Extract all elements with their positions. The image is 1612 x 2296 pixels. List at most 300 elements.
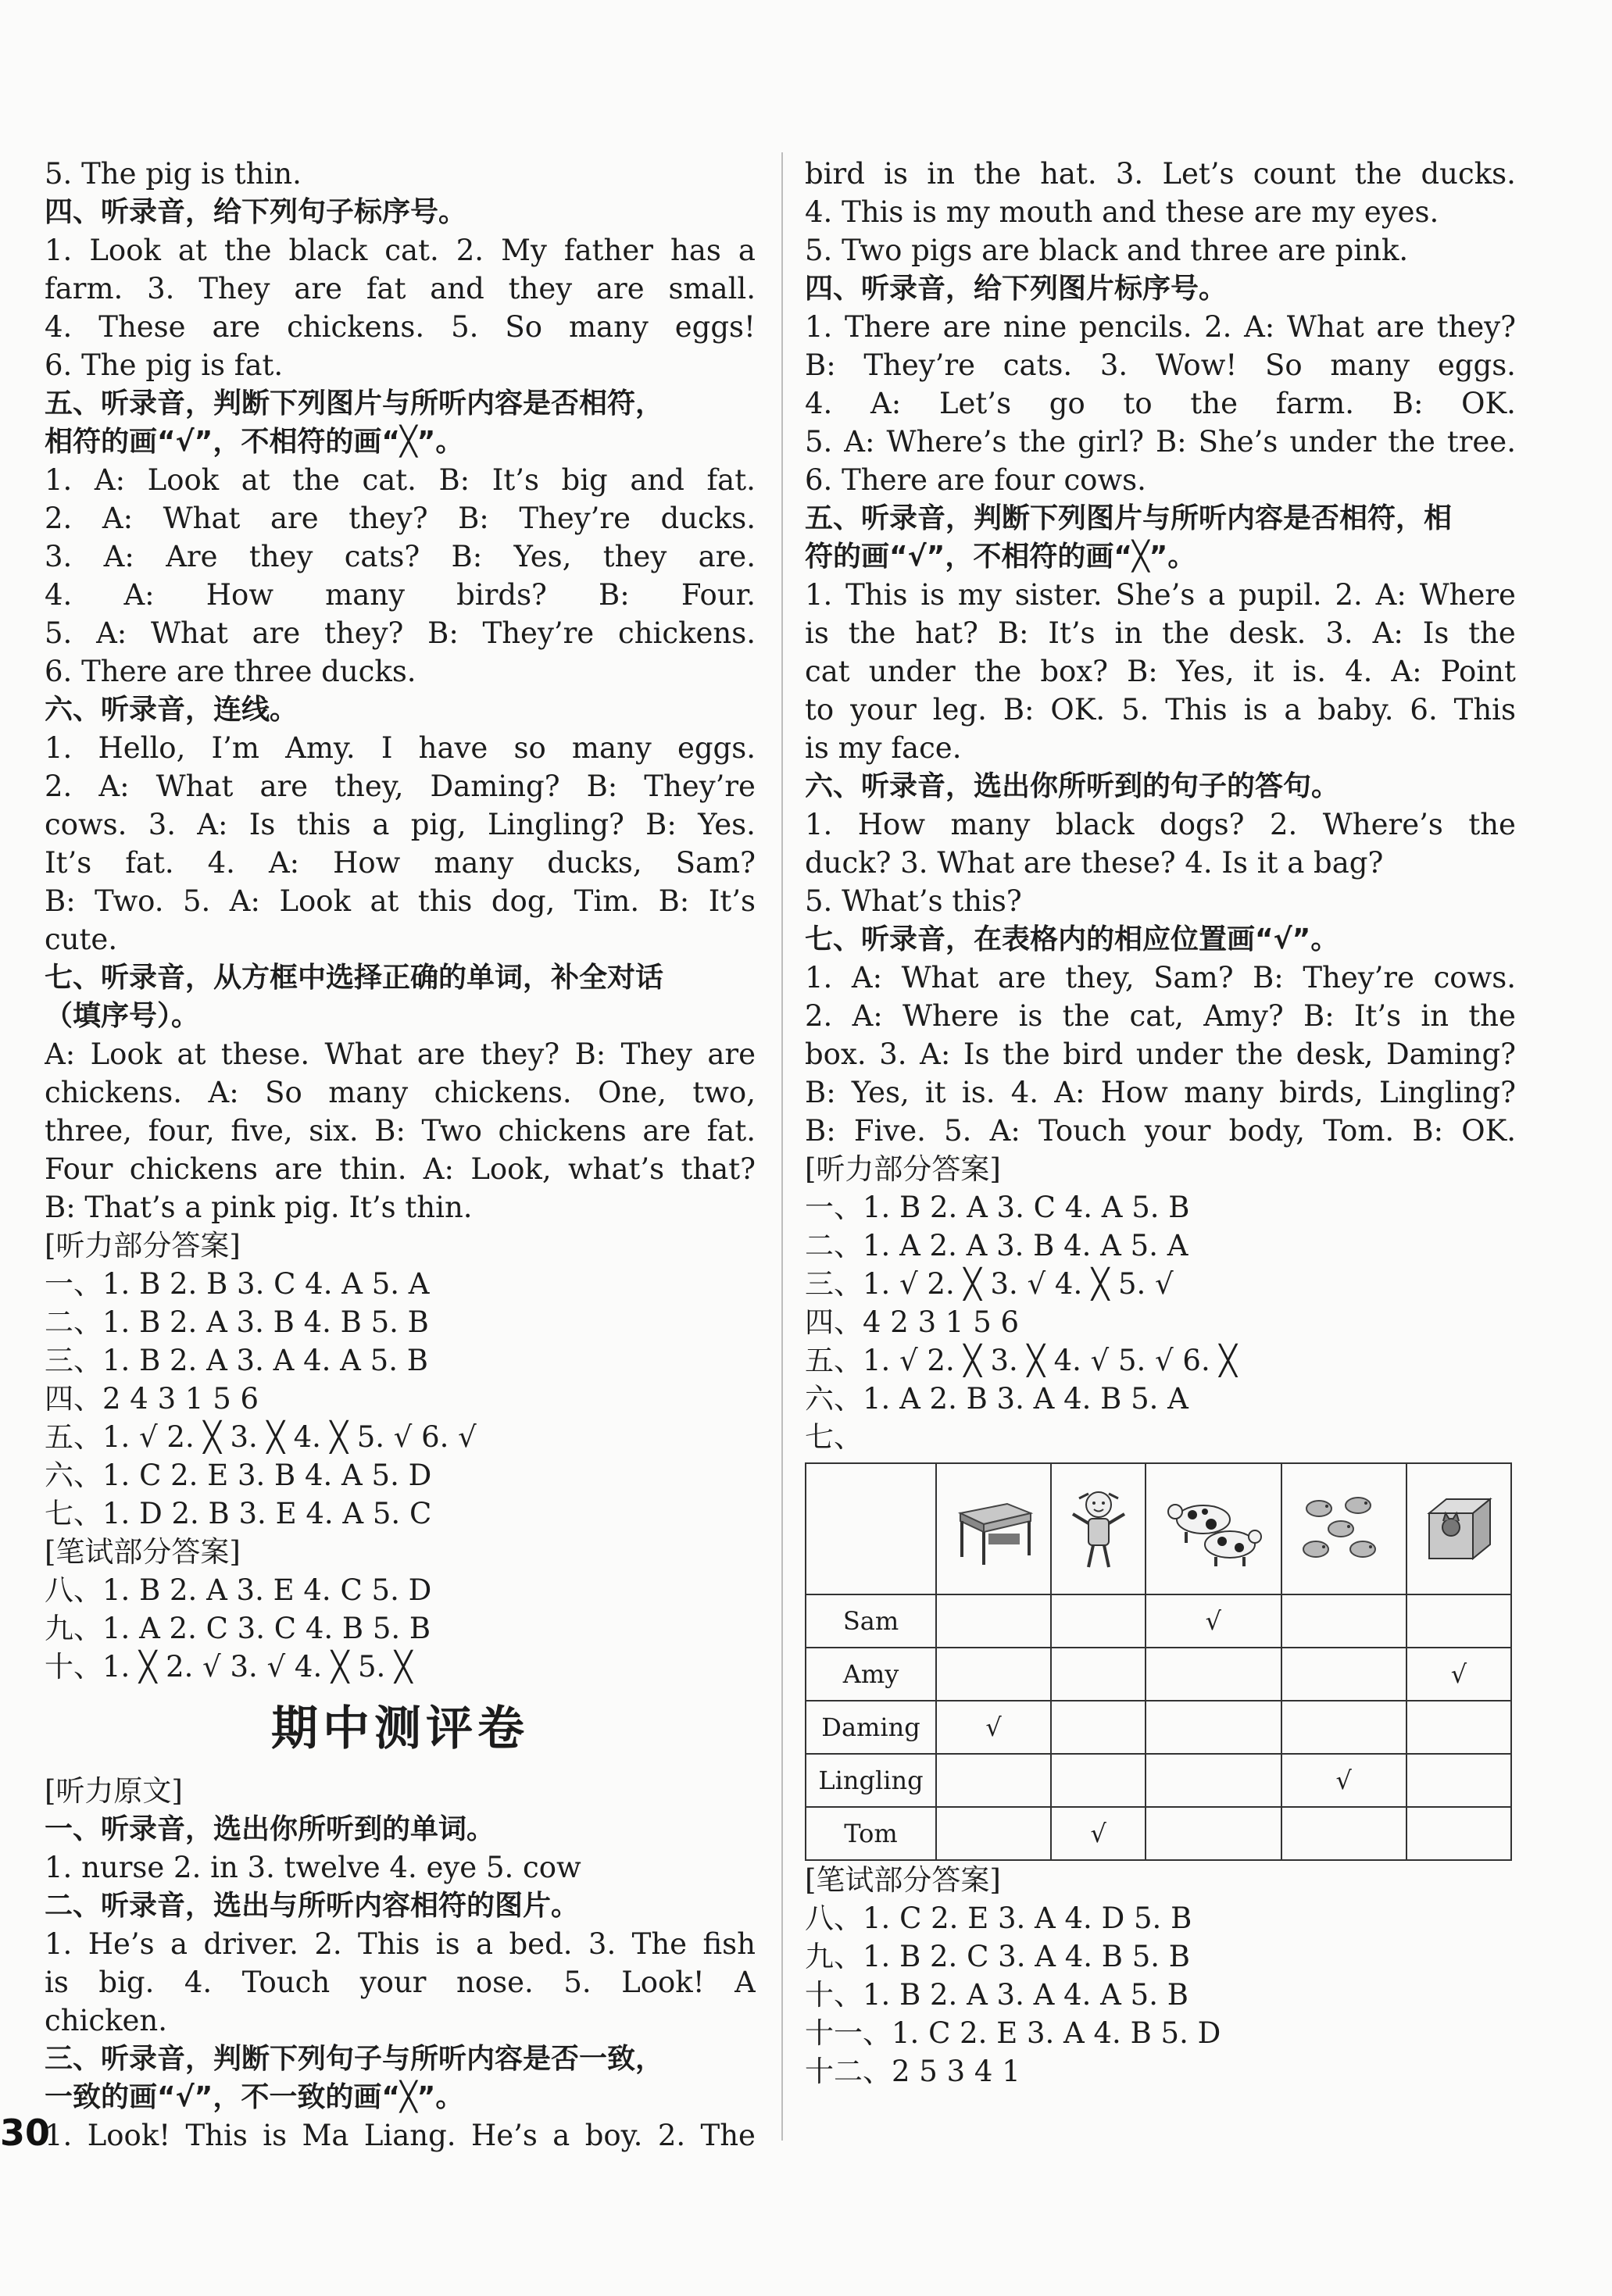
word: the (974, 655, 1022, 688)
word: are (270, 502, 319, 535)
word: 3. (588, 1927, 617, 1961)
word: How (206, 578, 273, 612)
word: B: (645, 808, 677, 841)
word: your (850, 693, 917, 727)
text-line: 十、1. ╳ 2. √ 3. √ 4. ╳ 5. ╳ (45, 1650, 413, 1684)
word: girl? (1078, 425, 1144, 459)
text-line: 6. There are four cows. (805, 463, 1146, 497)
word: the (1235, 1037, 1284, 1071)
word: B: (438, 463, 470, 497)
exam-title: 期中测评卷 (271, 1701, 529, 1756)
word: A: (103, 540, 134, 573)
word: 1. (805, 578, 833, 612)
text-line: cute. (45, 923, 118, 956)
word: A: (94, 463, 126, 497)
word: Look (279, 884, 351, 918)
word: 2. (805, 999, 833, 1033)
word: A: (45, 1037, 76, 1071)
word: many (1330, 348, 1410, 382)
text-line: chicken. (45, 2004, 168, 2037)
word: are (642, 1114, 691, 1148)
word: at (177, 234, 207, 267)
word: cat. (384, 234, 439, 267)
text-line: 九、1. B 2. C 3. A 4. B 5. B (805, 1940, 1190, 1973)
word: 4. (1010, 1076, 1038, 1109)
word: 4. (184, 1966, 213, 1999)
word: leg. (932, 693, 987, 727)
word: three, (45, 1114, 132, 1148)
text-line: 十、1. B 2. A 3. A 4. A 5. B (805, 1978, 1188, 2012)
word: hat? (915, 616, 978, 650)
table-row (806, 1648, 1511, 1701)
text-line: 五、1. √ 2. ╳ 3. ╳ 4. ╳ 5. √ 6. √ (45, 1420, 477, 1454)
word: six. (309, 1114, 359, 1148)
word: go (1049, 387, 1085, 420)
text-line (805, 423, 1516, 461)
text-line: 二、1. B 2. A 3. B 4. B 5. B (45, 1305, 429, 1339)
word: are (707, 1037, 756, 1071)
word: your (359, 1966, 427, 1999)
word: my (957, 578, 1002, 612)
word: Look (89, 234, 161, 267)
text-line: 一、1. B 2. A 3. C 4. A 5. B (805, 1191, 1190, 1224)
check-cell (1146, 1648, 1281, 1701)
check-cell: √ (936, 1701, 1051, 1754)
section-heading: 七、听录音，在表格内的相应位置画“√”。 (805, 923, 1339, 955)
word: It’s (708, 884, 756, 918)
word: two, (692, 1076, 756, 1109)
word: Five. (853, 1114, 926, 1148)
check-cell: √ (1146, 1594, 1281, 1648)
word: 5. (451, 310, 479, 344)
word: B: (1127, 655, 1158, 688)
text-line (805, 614, 1516, 652)
word: big (561, 463, 608, 497)
word: are (998, 961, 1046, 994)
word: They’re (519, 502, 631, 535)
word: chickens. (45, 1076, 183, 1109)
word: driver. (203, 1927, 298, 1961)
word: box? (1040, 655, 1109, 688)
word: Amy? (1203, 999, 1284, 1033)
word: they (248, 540, 313, 573)
word: the (1468, 616, 1516, 650)
word: four, (148, 1114, 215, 1148)
word: the (1468, 808, 1516, 841)
word: Look! (621, 1966, 705, 1999)
word: is. (1292, 655, 1327, 688)
word: What (324, 1037, 402, 1071)
check-cell (1051, 1594, 1146, 1648)
text-line (45, 882, 756, 920)
word: are (212, 310, 261, 344)
word: black (288, 234, 368, 267)
text-line: 八、1. B 2. A 3. E 4. C 5. D (45, 1573, 432, 1607)
word: This (1165, 693, 1228, 727)
word: fat. (706, 1114, 756, 1148)
word: fat. (125, 846, 174, 880)
word: 2. (45, 769, 73, 803)
check-cell (1051, 1648, 1146, 1701)
word: the (1468, 999, 1516, 1033)
word: B: (805, 1076, 836, 1109)
check-cell (936, 1594, 1051, 1648)
text-line (45, 1073, 756, 1112)
word: How (333, 846, 401, 880)
word: One, (598, 1076, 667, 1109)
word: and (430, 272, 484, 305)
word: Tom. (1323, 1114, 1395, 1148)
text-line (805, 576, 1516, 614)
word: chickens. (617, 616, 756, 650)
word: birds, (1279, 1076, 1364, 1109)
word: 1. (45, 2119, 73, 2152)
word: at (370, 884, 399, 918)
text-line (45, 767, 756, 805)
word: B: (586, 769, 618, 803)
word: they? (324, 616, 404, 650)
word: chickens (498, 1114, 627, 1148)
text-line (805, 997, 1516, 1035)
word: eggs! (674, 310, 756, 344)
word: Look (147, 463, 220, 497)
text-line: 五、1. √ 2. ╳ 3. ╳ 4. √ 5. √ 6. ╳ (805, 1344, 1237, 1377)
word: A: (989, 1114, 1020, 1148)
text-line: 5. What’s this? (805, 884, 1022, 918)
check-cell (1406, 1594, 1511, 1648)
word: The (631, 1927, 688, 1961)
word: they? (480, 1037, 560, 1071)
word: B: (1412, 1114, 1444, 1148)
word: OK. (1461, 1114, 1516, 1148)
text-line: 三、1. √ 2. ╳ 3. √ 4. ╳ 5. √ (805, 1267, 1174, 1301)
word: fat. (706, 463, 756, 497)
word: Four (45, 1152, 113, 1186)
check-cell: √ (1281, 1754, 1406, 1807)
word: cats. (1003, 348, 1073, 382)
section-heading: 一致的画“√”，不一致的画“╳”。 (45, 2081, 464, 2113)
text-line: 二、1. A 2. A 3. B 4. A 5. A (805, 1229, 1188, 1262)
word: 5. (563, 1966, 592, 1999)
word: This (845, 578, 908, 612)
text-line (805, 1035, 1516, 1073)
text-line: 七、1. D 2. B 3. E 4. A 5. C (45, 1497, 432, 1530)
word: He’s (88, 1927, 155, 1961)
word: Two (421, 1114, 482, 1148)
word: Where’s (1322, 808, 1443, 841)
word: that? (681, 1152, 756, 1186)
word: what’s (567, 1152, 665, 1186)
text-line (45, 576, 756, 614)
text-line: 四、4 2 3 1 5 6 (805, 1305, 1020, 1339)
word: Touch (241, 1966, 331, 1999)
word: 2. (314, 1927, 342, 1961)
word: Is (248, 808, 276, 841)
word: eggs. (1437, 348, 1516, 382)
word: is (45, 1966, 69, 1999)
word: a (476, 1927, 494, 1961)
text-line: 八、1. C 2. E 3. A 4. D 5. B (805, 1901, 1192, 1935)
row-name-cell: Amy (806, 1648, 936, 1701)
word: big. (98, 1966, 155, 1999)
text-line (805, 308, 1516, 346)
check-cell (1146, 1807, 1281, 1860)
word: nine (1003, 310, 1067, 344)
word: cat (805, 655, 850, 688)
word: the (223, 234, 272, 267)
word: cows. (45, 808, 127, 841)
word: 6. (1410, 693, 1438, 727)
birds-picture (1297, 1490, 1391, 1568)
word: A: (102, 502, 134, 535)
word: A: (423, 1152, 454, 1186)
word: sister. (1014, 578, 1103, 612)
word: Sam? (675, 846, 756, 880)
word: many (571, 731, 652, 765)
word: ducks. (660, 502, 756, 535)
word: What (151, 616, 228, 650)
word: Ma (302, 2119, 349, 2152)
word: chickens. (287, 310, 425, 344)
word: in (927, 157, 955, 191)
text-line (45, 231, 756, 270)
text-line (805, 155, 1516, 193)
word: They’re (482, 616, 595, 650)
text-line: [听力部分答案] (805, 1152, 1001, 1186)
word: many (950, 808, 1031, 841)
word: Are (166, 540, 218, 573)
text-line (805, 691, 1516, 729)
text-line (45, 614, 756, 652)
word: is (263, 2119, 288, 2152)
table-row (806, 1701, 1511, 1754)
text-line: 十一、1. C 2. E 3. A 4. B 5. D (805, 2016, 1221, 2050)
text-line: 5. The pig is thin. (45, 157, 302, 191)
word: to (1123, 387, 1153, 420)
text-line: 九、1. A 2. C 3. C 4. B 5. B (45, 1612, 431, 1645)
word: they? (348, 502, 428, 535)
word: These (98, 310, 186, 344)
word: B: (427, 616, 459, 650)
word: is (1018, 999, 1043, 1033)
word: the (1190, 387, 1238, 420)
text-line (805, 652, 1516, 691)
word: a (170, 1927, 188, 1961)
word: 1. (805, 310, 833, 344)
word: Where’s (886, 425, 1007, 459)
word: body, (1228, 1114, 1306, 1148)
word: farm. (45, 272, 123, 305)
word: My (501, 234, 547, 267)
word: it (1253, 655, 1274, 688)
word: are (294, 272, 343, 305)
word: 1. (45, 731, 73, 765)
box-picture-cell (1406, 1463, 1511, 1594)
word: Two. (95, 884, 164, 918)
word: the (1062, 999, 1110, 1033)
word: Daming? (430, 769, 560, 803)
text-line (45, 1035, 756, 1073)
check-cell (1406, 1754, 1511, 1807)
text-line (45, 537, 756, 576)
word: A: (197, 808, 228, 841)
word: under (868, 655, 956, 688)
word: 5. (45, 616, 73, 650)
word: 4. (45, 578, 73, 612)
check-cell (936, 1754, 1051, 1807)
word: B: (997, 616, 1029, 650)
word: 3. (1099, 348, 1128, 382)
word: are (1376, 310, 1424, 344)
word: She’s (1198, 425, 1278, 459)
word: many (325, 578, 406, 612)
word: dog, (491, 884, 556, 918)
word: 2. (45, 502, 73, 535)
section-heading: 二、听录音，选出与所听内容相符的图片。 (45, 1890, 580, 1922)
word: cat. (362, 463, 416, 497)
birds-picture-cell (1281, 1463, 1406, 1594)
word: ducks, (547, 846, 642, 880)
text-line (805, 1112, 1516, 1150)
word: small. (668, 272, 756, 305)
word: A: (1375, 578, 1406, 612)
word: a (372, 808, 390, 841)
text-line: 4. This is my mouth and these are my eyes. (805, 195, 1439, 229)
word: so (513, 731, 546, 765)
text-line: 七、 (805, 1420, 863, 1454)
word: What (901, 961, 979, 994)
word: A: (844, 425, 875, 459)
section-heading: 相符的画“√”，不相符的画“╳”。 (45, 426, 464, 458)
check-cell (1146, 1754, 1281, 1807)
word: B: (1392, 387, 1424, 420)
word: 1. (805, 808, 833, 841)
section-heading: 三、听录音，判断下列句子与所听内容是否一致， (45, 2043, 664, 2075)
text-line (805, 384, 1516, 423)
word: 4. (1345, 655, 1373, 688)
check-cell: √ (1406, 1648, 1511, 1701)
word: is (435, 1927, 460, 1961)
word: 5. (944, 1114, 972, 1148)
word: Look (90, 1037, 163, 1071)
word: A: (229, 884, 260, 918)
word: I’m (211, 731, 259, 765)
word: Look! (87, 2119, 171, 2152)
word: B: (1155, 425, 1187, 459)
word: pupil. (1238, 578, 1322, 612)
text-line: 六、1. A 2. B 3. A 4. B 5. A (805, 1382, 1188, 1416)
word: Lingling? (1379, 1076, 1516, 1109)
word: B: (1003, 693, 1035, 727)
text-line (805, 805, 1516, 844)
word: are (416, 1037, 466, 1071)
word: 3. (1115, 157, 1144, 191)
word: 4. (207, 846, 235, 880)
word: father (563, 234, 653, 267)
word: the (1162, 616, 1210, 650)
text-line (45, 499, 756, 537)
table-header-row (806, 1463, 1511, 1594)
word: B: (1303, 999, 1335, 1033)
word: So (505, 310, 542, 344)
page-number: 30 (0, 2112, 51, 2154)
word: There (844, 310, 931, 344)
section-heading: 七、听录音，从方框中选择正确的单词，补全对话 (45, 962, 664, 994)
word: A: (1372, 616, 1403, 650)
word: are (274, 1152, 323, 1186)
text-line: 6. The pig is fat. (45, 348, 284, 382)
word: I (381, 731, 393, 765)
word: birds? (456, 578, 547, 612)
word: hat. (1040, 157, 1097, 191)
text-line: [笔试部分答案] (805, 1863, 1001, 1897)
text-line: [听力原文] (45, 1774, 183, 1808)
word: Yes, (851, 1076, 910, 1109)
word: baby. (1317, 693, 1394, 727)
text-line: 6. There are three ducks. (45, 655, 416, 688)
word: pig, (410, 808, 466, 841)
word: 2. (1335, 578, 1363, 612)
word: many (434, 846, 514, 880)
word: chickens (129, 1152, 259, 1186)
word: B: (45, 884, 76, 918)
word: count (1253, 157, 1336, 191)
word: bird (805, 157, 865, 191)
word: Tim. (574, 884, 640, 918)
word: dogs? (1160, 808, 1245, 841)
word: under (1135, 1037, 1223, 1071)
word: A: (852, 999, 883, 1033)
text-line: [听力部分答案] (45, 1229, 241, 1262)
word: This (1453, 693, 1516, 727)
check-cell: √ (1051, 1807, 1146, 1860)
word: is (1243, 693, 1268, 727)
word: pencils. (1078, 310, 1192, 344)
row-name-cell: Lingling (806, 1754, 936, 1807)
word: Liang. (363, 2119, 456, 2152)
desk-picture-cell (936, 1463, 1051, 1594)
text-line (45, 844, 756, 882)
word: B: (805, 1114, 836, 1148)
word: is (920, 578, 945, 612)
right-bottom-text (805, 1861, 1516, 2091)
word: are (252, 616, 301, 650)
word: B: (805, 348, 836, 382)
word: Let’s (938, 387, 1012, 420)
word: nose. (456, 1966, 534, 1999)
text-line: 三、1. B 2. A 3. A 4. A 5. B (45, 1344, 428, 1377)
word: Hello, (98, 731, 186, 765)
check-cell (1051, 1701, 1146, 1754)
section-heading: 四、听录音，给下列图片标序号。 (805, 273, 1228, 305)
word: cats? (344, 540, 420, 573)
word: What (1286, 310, 1364, 344)
word: 2. (1269, 808, 1298, 841)
check-cell (936, 1648, 1051, 1701)
word: boy. (584, 2119, 643, 2152)
section-heading: 五、听录音，判断下列图片与所听内容是否相符，相 (805, 502, 1453, 534)
word: fat (366, 272, 406, 305)
text-line: B: That’s a pink pig. It’s thin. (45, 1191, 473, 1224)
word: 3. (148, 808, 176, 841)
text-line (45, 729, 756, 767)
word: are (942, 310, 992, 344)
text-line: 1. nurse 2. in 3. twelve 4. eye 5. cow (45, 1851, 581, 1884)
word: Yes. (698, 808, 756, 841)
word: they (602, 540, 667, 573)
table-corner-cell (806, 1463, 936, 1594)
word: 5. (1121, 693, 1149, 727)
